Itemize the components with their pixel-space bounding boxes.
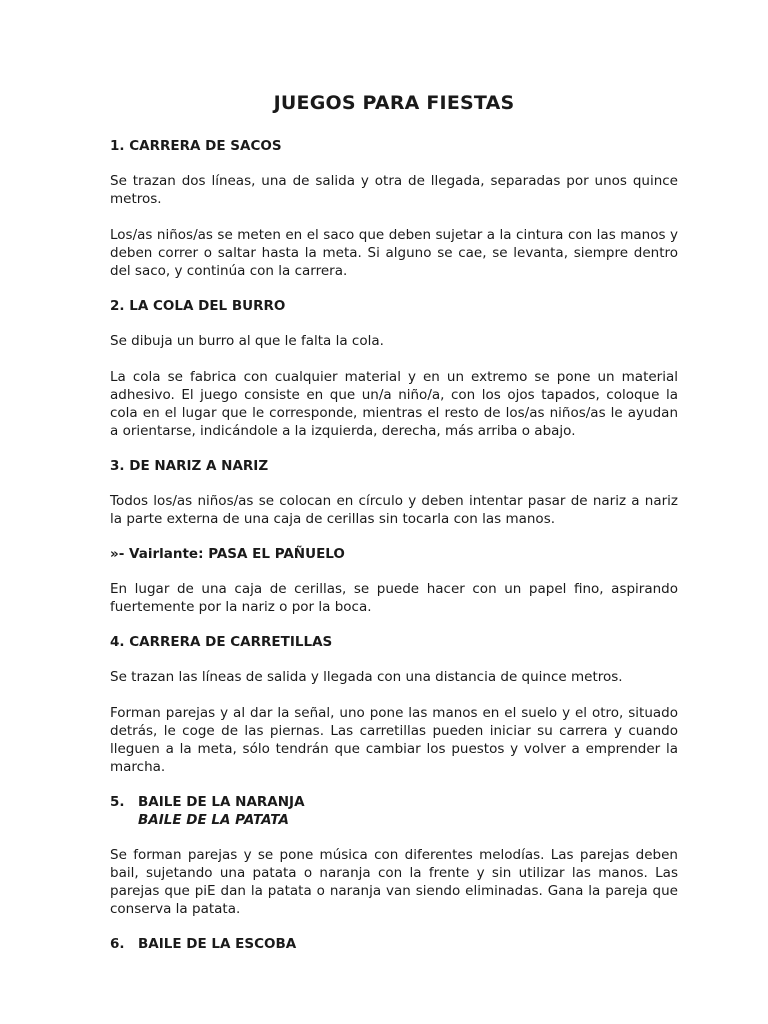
paragraph: Los/as niños/as se meten en el saco que deben sujetar a la cintura con las manos y deben correr o saltar hasta la meta. Si alguno se cae, se levanta, siempre dentro del saco, y continúa con la carrera. (110, 227, 678, 279)
variant-label: »- Vairlante (110, 546, 199, 562)
section-title: DE NARIZ A NARIZ (129, 458, 269, 474)
variant-heading-pasa-el-panuelo (110, 546, 678, 562)
section-number: 5. (110, 794, 125, 810)
paragraph: La cola se fabrica con cualquier material y en un extremo se pone un material adhesivo. El juego consiste en que un/a niño/a, con los ojos tapados, coloque la cola en el lugar que le corresponde, mientras el resto de los/as niños/as le ayudan a orientarse, indicándole a la izquierda, derecha, más arriba o abajo. (110, 369, 678, 439)
section-heading-carrera-de-carretillas (110, 634, 678, 650)
paragraph: Todos los/as niños/as se colocan en círculo y deben intentar pasar de nariz a nariz la parte externa de una caja de cerillas sin tocarla con las manos. (110, 493, 678, 527)
paragraph: Se trazan dos líneas, una de salida y otra de llegada, separadas por unos quince metros. (110, 173, 678, 207)
section-heading-carrera-de-sacos (110, 138, 678, 154)
document-title: JUEGOS PARA FIESTAS (273, 92, 515, 114)
section-number: 4. (110, 634, 125, 650)
paragraph: Se dibuja un burro al que le falta la cola. (110, 333, 384, 349)
paragraph: Se forman parejas y se pone música con diferentes melodías. Las parejas deben bail, sujetando una patata o naranja con la frente y sin utilizar las manos. Las parejas que piE dan la patata o naranja van siendo eliminadas. Gana la pareja que conserva la patata. (110, 847, 678, 917)
section-number: 2. (110, 298, 125, 314)
variant-separator: : (198, 546, 209, 562)
paragraph: En lugar de una caja de cerillas, se puede hacer con un papel fino, aspirando fuertemente por la nariz o por la boca. (110, 581, 678, 615)
section-title: LA COLA DEL BURRO (129, 298, 286, 314)
section-subheading: BAILE DE LA PATATA (138, 812, 289, 828)
section-heading-baile-de-la-escoba (110, 936, 678, 952)
section-title: BAILE DE LA NARANJA (138, 794, 305, 810)
section-number: 3. (110, 458, 125, 474)
paragraph: Se trazan las líneas de salida y llegada con una distancia de quince metros. (110, 669, 623, 685)
section-title: CARRERA DE SACOS (129, 138, 282, 154)
section-heading-de-nariz-a-nariz (110, 458, 678, 474)
section-title: BAILE DE LA ESCOBA (138, 936, 297, 952)
section-number: 1. (110, 138, 125, 154)
document-page (110, 92, 678, 970)
section-number: 6. (110, 936, 125, 952)
section-heading-la-cola-del-burro (110, 298, 678, 314)
variant-title: PASA EL PAÑUELO (208, 546, 345, 562)
section-heading-baile-de-la-naranja (110, 794, 678, 810)
paragraph: Forman parejas y al dar la señal, uno pone las manos en el suelo y el otro, situado detrás, le coge de las piernas. Las carretillas pueden iniciar su carrera y cuando lleguen a la meta, sólo tendrán que cambiar los puestos y volver a emprender la marcha. (110, 705, 678, 775)
section-title: CARRERA DE CARRETILLAS (129, 634, 333, 650)
